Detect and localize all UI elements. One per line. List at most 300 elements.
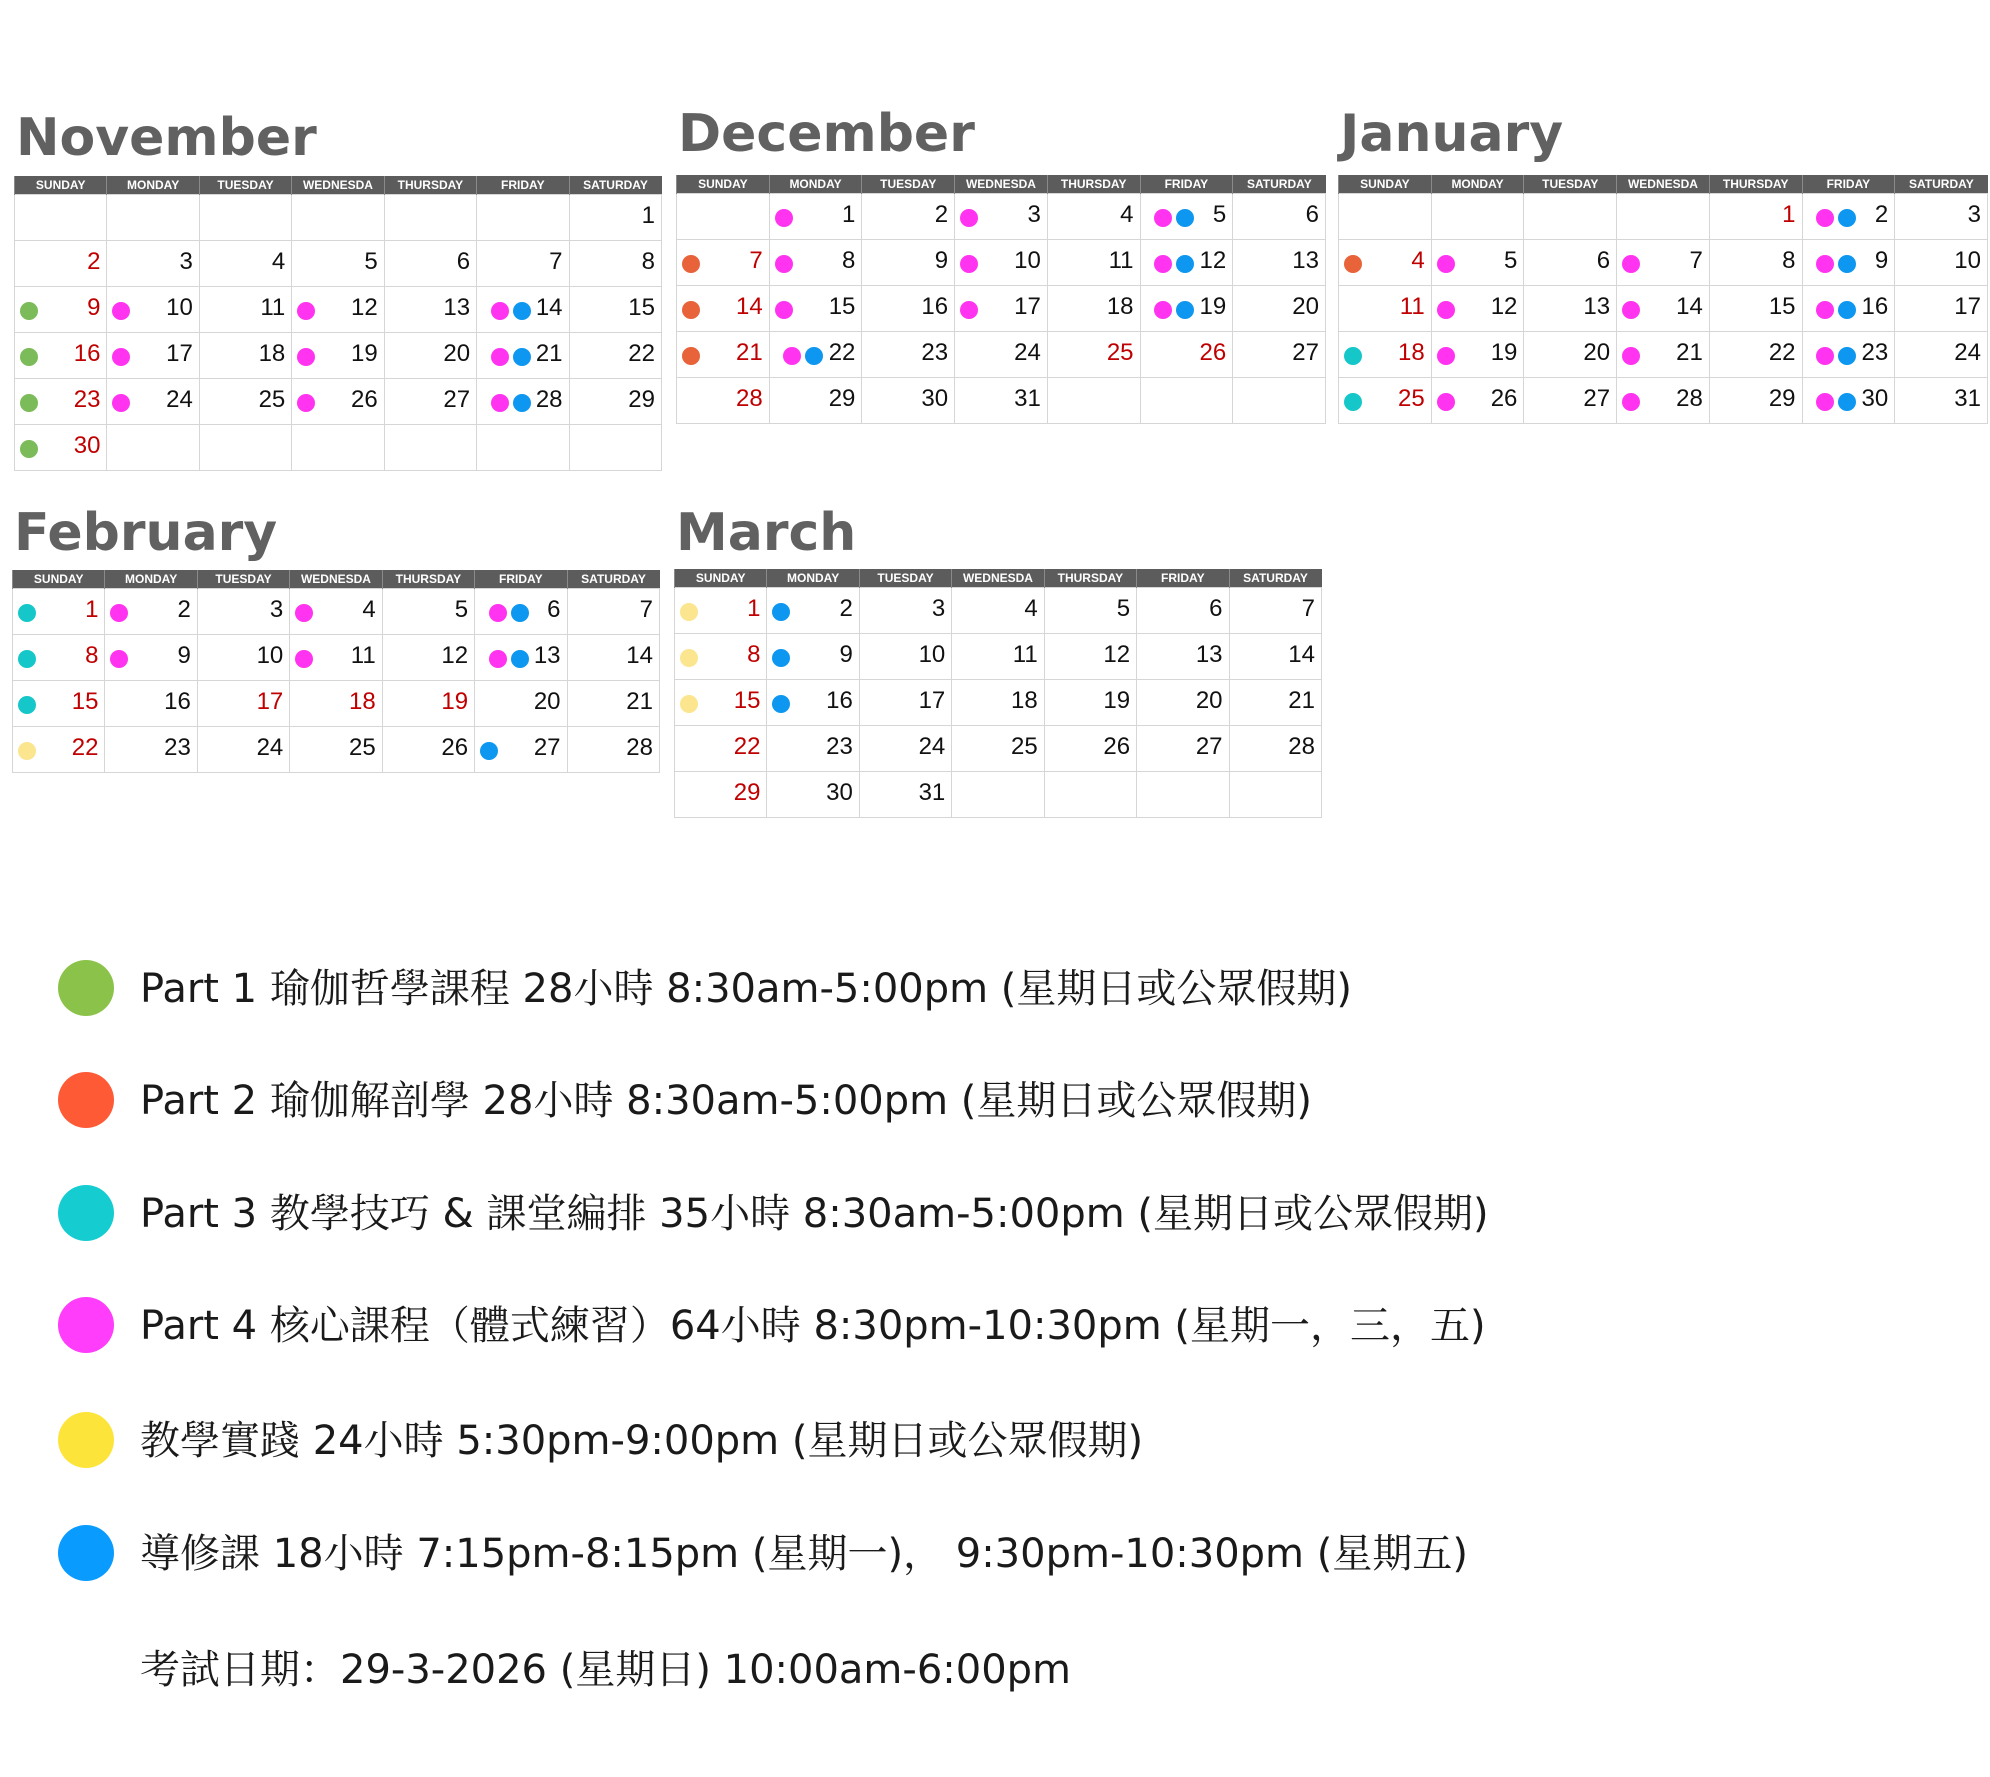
event-markers [682, 347, 700, 365]
event-dot-icon [1838, 255, 1856, 273]
weekday-header: SUNDAY [15, 176, 107, 195]
day-number: 11 [1012, 641, 1038, 668]
day-number: 15 [1768, 293, 1796, 320]
day-cell [382, 681, 474, 727]
day-number: 15 [628, 294, 655, 321]
event-markers [1816, 255, 1856, 273]
event-markers [775, 255, 793, 273]
day-cell [382, 635, 474, 681]
day-number: 16 [826, 687, 853, 714]
day-number: 3 [931, 595, 946, 622]
day-cell [1233, 194, 1326, 240]
day-number: 16 [164, 688, 191, 715]
week-row [675, 726, 1322, 772]
empty-cell [292, 425, 384, 471]
event-markers [772, 695, 790, 713]
empty-cell [1339, 194, 1432, 240]
weekday-header: TUESDAY [197, 570, 289, 589]
weekday-header: SUNDAY [1339, 175, 1432, 194]
empty-cell [1233, 378, 1326, 424]
week-row [15, 425, 662, 471]
day-number: 19 [1103, 687, 1131, 714]
event-markers [1154, 301, 1194, 319]
weekday-header: WEDNESDA [290, 570, 382, 589]
day-cell [1431, 286, 1524, 332]
day-cell [384, 379, 476, 425]
day-number: 6 [456, 248, 471, 275]
empty-cell [199, 195, 291, 241]
day-cell [1802, 332, 1895, 378]
day-number: 13 [1195, 641, 1223, 668]
day-number: 3 [1027, 201, 1041, 228]
day-number: 17 [256, 688, 284, 715]
day-cell [1047, 240, 1140, 286]
event-markers [112, 348, 130, 366]
event-markers [20, 302, 38, 320]
day-number: 4 [271, 248, 286, 275]
week-row [15, 333, 662, 379]
day-cell [769, 194, 862, 240]
day-number: 17 [1954, 293, 1981, 320]
day-number: 8 [85, 642, 99, 669]
day-number: 19 [350, 340, 378, 367]
empty-cell [1431, 194, 1524, 240]
day-number: 23 [164, 734, 191, 761]
event-dot-icon [1622, 255, 1640, 273]
day-number: 17 [918, 687, 946, 714]
day-cell [475, 635, 567, 681]
day-number: 28 [1676, 385, 1703, 412]
weekday-header: SUNDAY [675, 569, 767, 588]
day-number: 18 [258, 340, 286, 367]
day-number: 12 [1103, 641, 1131, 668]
day-cell [1617, 240, 1710, 286]
month-title: February [14, 503, 278, 563]
day-cell [1709, 332, 1802, 378]
day-number: 27 [443, 386, 471, 413]
event-dot-icon [112, 302, 130, 320]
day-number: 2 [177, 596, 191, 623]
weekday-header: THURSDAY [1047, 175, 1140, 194]
event-dot-icon [1344, 393, 1362, 411]
day-number: 31 [918, 779, 946, 806]
day-cell [1524, 240, 1617, 286]
day-number: 17 [1014, 293, 1041, 320]
day-cell [1524, 286, 1617, 332]
month-title: November [16, 108, 317, 168]
event-dot-icon [1437, 347, 1455, 365]
day-number: 23 [1861, 339, 1889, 366]
week-row [15, 195, 662, 241]
day-number: 19 [1490, 339, 1518, 366]
day-number: 26 [1490, 385, 1518, 412]
day-number: 9 [934, 247, 949, 274]
event-markers [1816, 347, 1856, 365]
day-cell [107, 241, 199, 287]
weekday-header: SATURDAY [1895, 175, 1988, 194]
day-cell [767, 772, 859, 818]
day-number: 21 [1676, 339, 1703, 366]
day-number: 31 [1014, 385, 1041, 412]
day-cell [292, 287, 384, 333]
event-markers [480, 742, 498, 760]
weekday-header: SUNDAY [13, 570, 105, 589]
weekday-header: SATURDAY [569, 176, 661, 195]
event-dot-icon [18, 604, 36, 622]
day-cell [1137, 588, 1229, 634]
day-number: 1 [1782, 201, 1796, 228]
week-row [1339, 240, 1988, 286]
event-dot-icon [1622, 347, 1640, 365]
day-cell [199, 333, 291, 379]
day-cell [769, 332, 862, 378]
event-markers [112, 302, 130, 320]
event-dot-icon [682, 301, 700, 319]
day-number: 25 [348, 734, 376, 761]
event-markers [682, 255, 700, 273]
event-markers [18, 696, 36, 714]
day-number: 3 [1967, 201, 1981, 228]
legend-label: Part 1 瑜伽哲學課程 28小時 8:30am-5:00pm (星期日或公眾假期) [140, 966, 1353, 1012]
day-cell [859, 588, 951, 634]
day-cell [1229, 726, 1321, 772]
weekday-header: THURSDAY [382, 570, 474, 589]
day-number: 22 [733, 733, 761, 760]
day-number: 24 [256, 734, 284, 761]
day-cell [1229, 634, 1321, 680]
day-cell [1140, 240, 1233, 286]
empty-cell [477, 425, 569, 471]
day-cell [859, 772, 951, 818]
color-dot-icon [58, 1525, 114, 1581]
event-dot-icon [110, 650, 128, 668]
day-number: 12 [1490, 293, 1518, 320]
event-dot-icon [775, 209, 793, 227]
empty-cell [477, 195, 569, 241]
day-cell [677, 240, 770, 286]
event-dot-icon [1344, 255, 1362, 273]
day-cell [1140, 286, 1233, 332]
day-number: 9 [1874, 247, 1889, 274]
event-markers [1344, 393, 1362, 411]
event-markers [112, 394, 130, 412]
event-dot-icon [1816, 209, 1834, 227]
weekday-header: WEDNESDA [955, 175, 1048, 194]
empty-cell [292, 195, 384, 241]
day-cell [677, 332, 770, 378]
event-markers [772, 649, 790, 667]
event-dot-icon [772, 649, 790, 667]
day-cell [15, 379, 107, 425]
day-number: 13 [533, 642, 561, 669]
event-dot-icon [20, 302, 38, 320]
day-cell [569, 287, 661, 333]
event-dot-icon [960, 209, 978, 227]
day-number: 23 [73, 386, 101, 413]
week-row [677, 332, 1326, 378]
day-cell [1339, 286, 1432, 332]
day-cell [1339, 332, 1432, 378]
month-grid [674, 569, 1322, 818]
day-cell [1895, 378, 1988, 424]
day-number: 6 [547, 596, 561, 623]
event-dot-icon [680, 649, 698, 667]
day-cell [955, 378, 1048, 424]
day-number: 2 [87, 248, 101, 275]
day-number: 20 [1583, 339, 1611, 366]
day-number: 23 [921, 339, 949, 366]
day-cell [1802, 194, 1895, 240]
day-cell [1524, 332, 1617, 378]
event-markers [783, 347, 823, 365]
day-cell [569, 333, 661, 379]
empty-cell [569, 425, 661, 471]
event-markers [18, 604, 36, 622]
event-markers [1437, 255, 1455, 273]
event-dot-icon [682, 347, 700, 365]
day-number: 14 [626, 642, 653, 669]
event-markers [772, 603, 790, 621]
day-cell [769, 240, 862, 286]
event-dot-icon [511, 604, 529, 622]
event-dot-icon [772, 695, 790, 713]
day-number: 14 [1676, 293, 1703, 320]
empty-cell [384, 195, 476, 241]
event-markers [682, 301, 700, 319]
day-number: 3 [179, 248, 193, 275]
day-number: 14 [535, 294, 563, 321]
day-number: 11 [1108, 247, 1134, 274]
event-markers [20, 348, 38, 366]
day-number: 28 [1288, 733, 1315, 760]
day-cell [13, 589, 105, 635]
day-cell [197, 681, 289, 727]
day-number: 7 [1689, 247, 1703, 274]
day-cell [767, 726, 859, 772]
day-number: 22 [828, 339, 856, 366]
weekday-header: MONDAY [769, 175, 862, 194]
weekday-header: MONDAY [107, 176, 199, 195]
day-cell [199, 287, 291, 333]
day-number: 4 [1024, 595, 1038, 622]
day-cell [1431, 378, 1524, 424]
day-cell [859, 680, 951, 726]
weekday-header: SATURDAY [567, 570, 659, 589]
legend-label: Part 3 教學技巧 & 課堂編排 35小時 8:30am-5:00pm (星期日或公眾假期) [140, 1191, 1489, 1237]
day-number: 15 [828, 293, 856, 320]
day-cell [290, 635, 382, 681]
day-cell [952, 588, 1044, 634]
day-cell [675, 726, 767, 772]
day-cell [1709, 378, 1802, 424]
day-cell [1709, 240, 1802, 286]
day-number: 8 [842, 247, 856, 274]
day-number: 21 [736, 339, 763, 366]
day-cell [1229, 680, 1321, 726]
weekday-header: TUESDAY [199, 176, 291, 195]
weekday-header: TUESDAY [859, 569, 951, 588]
day-number: 22 [1768, 339, 1796, 366]
event-dot-icon [18, 696, 36, 714]
event-dot-icon [511, 650, 529, 668]
month-title: December [678, 104, 975, 164]
day-cell [1140, 332, 1233, 378]
day-cell [477, 333, 569, 379]
day-number: 13 [443, 294, 471, 321]
event-markers [1344, 347, 1362, 365]
event-dot-icon [1816, 393, 1834, 411]
day-number: 6 [1305, 201, 1319, 228]
day-cell [1617, 378, 1710, 424]
day-cell [475, 727, 567, 773]
day-cell [1895, 286, 1988, 332]
event-dot-icon [1154, 301, 1172, 319]
weekday-header: SATURDAY [1233, 175, 1326, 194]
event-markers [960, 301, 978, 319]
day-cell [569, 195, 661, 241]
day-number: 7 [1301, 595, 1315, 622]
day-cell [769, 286, 862, 332]
weekday-header: MONDAY [1431, 175, 1524, 194]
event-dot-icon [1622, 393, 1640, 411]
day-cell [1895, 332, 1988, 378]
day-cell [955, 332, 1048, 378]
event-markers [295, 650, 313, 668]
event-dot-icon [295, 604, 313, 622]
day-number: 11 [1399, 293, 1425, 320]
day-cell [567, 635, 659, 681]
day-cell [1617, 332, 1710, 378]
day-number: 10 [918, 641, 946, 668]
day-number: 2 [839, 595, 853, 622]
week-row [677, 194, 1326, 240]
day-number: 19 [1199, 293, 1227, 320]
week-row [675, 634, 1322, 680]
day-number: 18 [1398, 339, 1425, 366]
day-number: 22 [628, 340, 655, 367]
day-number: 24 [1954, 339, 1981, 366]
day-cell [199, 241, 291, 287]
day-cell [13, 727, 105, 773]
day-number: 27 [1292, 339, 1319, 366]
event-markers [1437, 393, 1455, 411]
day-number: 12 [1199, 247, 1227, 274]
day-number: 30 [921, 385, 949, 412]
empty-cell [107, 195, 199, 241]
day-cell [292, 333, 384, 379]
legend-label: 導修課 18小時 7:15pm-8:15pm (星期一)， 9:30pm-10:30pm (星期五) [140, 1531, 1468, 1577]
day-number: 4 [362, 596, 376, 623]
empty-cell [384, 425, 476, 471]
event-markers [18, 650, 36, 668]
legend-label: Part 2 瑜伽解剖學 28小時 8:30am-5:00pm (星期日或公眾假期) [140, 1078, 1313, 1124]
event-dot-icon [489, 604, 507, 622]
day-cell [675, 588, 767, 634]
day-number: 7 [639, 596, 653, 623]
day-cell [767, 634, 859, 680]
day-cell [862, 378, 955, 424]
empty-cell [1617, 194, 1710, 240]
day-number: 13 [1583, 293, 1611, 320]
event-dot-icon [297, 302, 315, 320]
color-dot-icon [58, 960, 114, 1016]
week-row [15, 379, 662, 425]
day-cell [1229, 588, 1321, 634]
day-cell [1044, 680, 1136, 726]
day-cell [955, 194, 1048, 240]
legend-label: 教學實踐 24小時 5:30pm-9:00pm (星期日或公眾假期) [140, 1418, 1144, 1464]
event-dot-icon [1437, 393, 1455, 411]
day-number: 25 [1010, 733, 1038, 760]
event-dot-icon [775, 301, 793, 319]
weekday-header: MONDAY [767, 569, 859, 588]
color-dot-icon [58, 1185, 114, 1241]
day-number: 8 [747, 641, 761, 668]
weekday-header: TUESDAY [1524, 175, 1617, 194]
day-cell [290, 681, 382, 727]
event-markers [1622, 393, 1640, 411]
day-cell [107, 333, 199, 379]
weekday-header: FRIDAY [1802, 175, 1895, 194]
day-cell [475, 589, 567, 635]
month-grid [14, 176, 662, 471]
event-dot-icon [513, 394, 531, 412]
day-number: 16 [1861, 293, 1889, 320]
event-markers [1816, 393, 1856, 411]
event-markers [1344, 255, 1362, 273]
event-markers [20, 394, 38, 412]
day-cell [15, 425, 107, 471]
day-number: 30 [826, 779, 853, 806]
week-row [1339, 378, 1988, 424]
day-cell [1709, 286, 1802, 332]
day-cell [955, 240, 1048, 286]
day-cell [1339, 240, 1432, 286]
day-number: 12 [441, 642, 469, 669]
day-cell [105, 727, 197, 773]
day-number: 31 [1954, 385, 1981, 412]
event-dot-icon [513, 348, 531, 366]
event-markers [960, 255, 978, 273]
event-markers [1622, 301, 1640, 319]
day-cell [475, 681, 567, 727]
event-dot-icon [112, 348, 130, 366]
week-row [13, 635, 660, 681]
day-number: 29 [828, 385, 856, 412]
event-dot-icon [1176, 209, 1194, 227]
day-number: 3 [269, 596, 284, 623]
day-cell [382, 727, 474, 773]
day-cell [1802, 240, 1895, 286]
day-number: 12 [350, 294, 378, 321]
day-cell [1895, 240, 1988, 286]
event-markers [775, 209, 793, 227]
day-number: 18 [1010, 687, 1038, 714]
day-cell [767, 680, 859, 726]
event-dot-icon [297, 394, 315, 412]
weekday-header: FRIDAY [475, 570, 567, 589]
day-number: 25 [258, 386, 286, 413]
day-number: 20 [443, 340, 471, 367]
week-row [13, 589, 660, 635]
day-cell [952, 634, 1044, 680]
day-number: 2 [1874, 201, 1889, 228]
event-dot-icon [1816, 301, 1834, 319]
day-number: 28 [626, 734, 653, 761]
empty-cell [952, 772, 1044, 818]
empty-cell [199, 425, 291, 471]
day-number: 8 [641, 248, 655, 275]
